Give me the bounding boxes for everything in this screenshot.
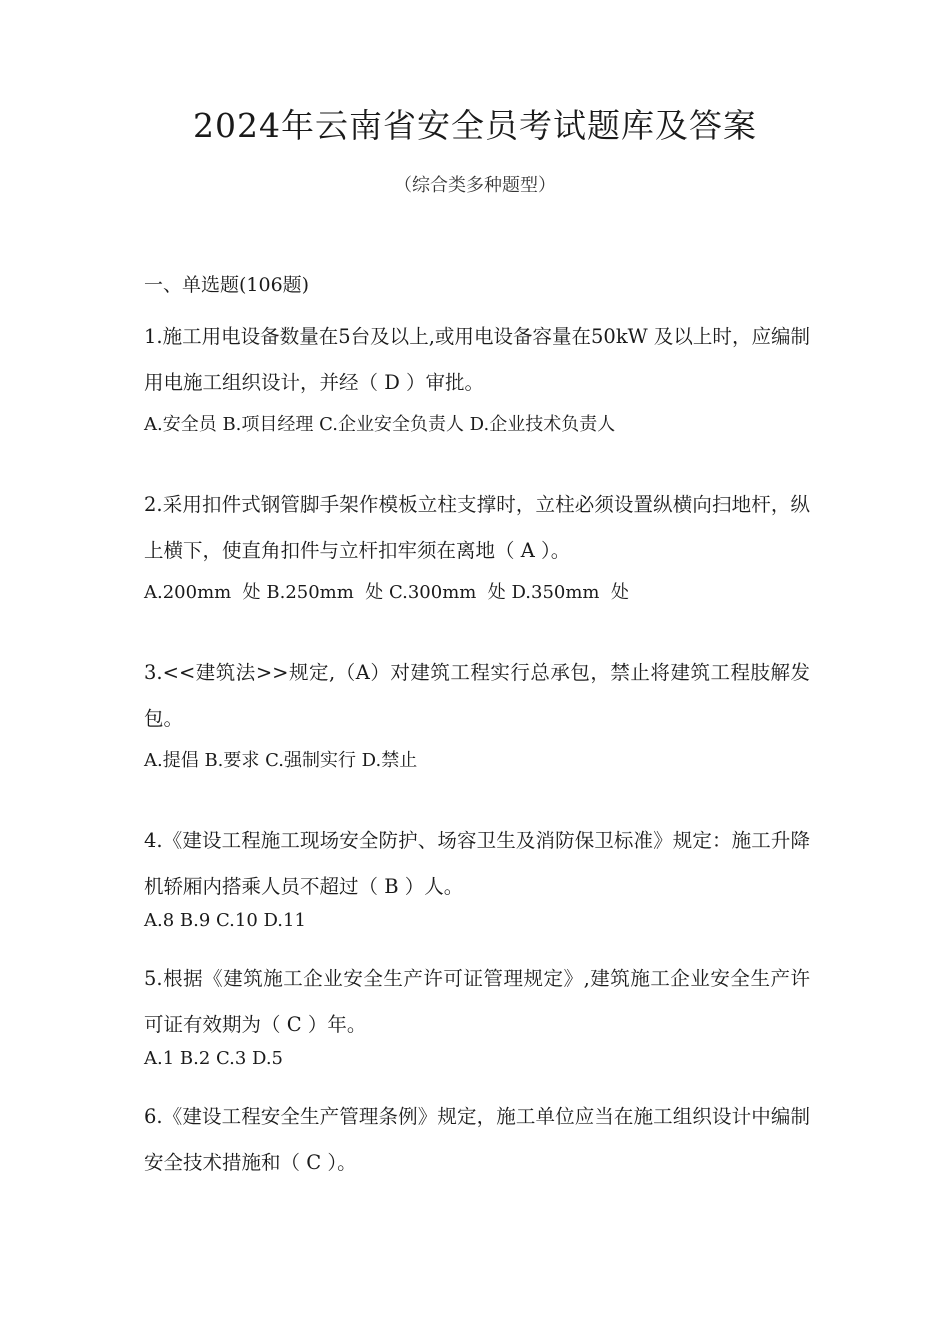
question-text: 5.根据《建筑施工企业安全生产许可证管理规定》,建筑施工企业安全生产许可证有效期为（ C ）年。 xyxy=(144,967,810,1036)
document-title: 2024年云南省安全员考试题库及答案 xyxy=(193,106,757,145)
question-options: A.1 B.2 C.3 D.5 xyxy=(144,1048,284,1069)
section-heading: 一、单选题(106题) xyxy=(144,274,310,296)
question-options: A.200mm 处 B.250mm 处 C.300mm 处 D.350mm 处 xyxy=(144,582,629,603)
question-4 xyxy=(144,818,810,938)
question-1 xyxy=(144,314,810,442)
question-text: 1.施工用电设备数量在5台及以上,或用电设备容量在50kW 及以上时，应编制用电施工组织设计，并经（ D ）审批。 xyxy=(144,325,810,394)
question-5 xyxy=(144,956,810,1076)
question-text: 2.采用扣件式钢管脚手架作模板立柱支撑时，立柱必须设置纵横向扫地杆，纵上横下，使直角扣件与立杆扣牢须在离地（ A ）。 xyxy=(144,493,810,562)
question-text: 3.<<建筑法>>规定,（A）对建筑工程实行总承包，禁止将建筑工程肢解发包。 xyxy=(144,661,810,730)
question-3 xyxy=(144,650,810,778)
document-subtitle: （综合类多种题型） xyxy=(394,175,556,196)
question-6 xyxy=(144,1094,810,1186)
question-2 xyxy=(144,482,810,610)
question-options: A.提倡 B.要求 C.强制实行 D.禁止 xyxy=(144,750,418,771)
question-text: 6.《建设工程安全生产管理条例》规定，施工单位应当在施工组织设计中编制安全技术措施和（ C ）。 xyxy=(144,1105,810,1174)
document-body xyxy=(144,268,810,1186)
question-text: 4.《建设工程施工现场安全防护、场容卫生及消防保卫标准》规定：施工升降机轿厢内搭乘人员不超过（ B ）人。 xyxy=(144,829,810,898)
question-options: A.安全员 B.项目经理 C.企业安全负责人 D.企业技术负责人 xyxy=(144,414,616,435)
question-options: A.8 B.9 C.10 D.11 xyxy=(144,910,306,931)
